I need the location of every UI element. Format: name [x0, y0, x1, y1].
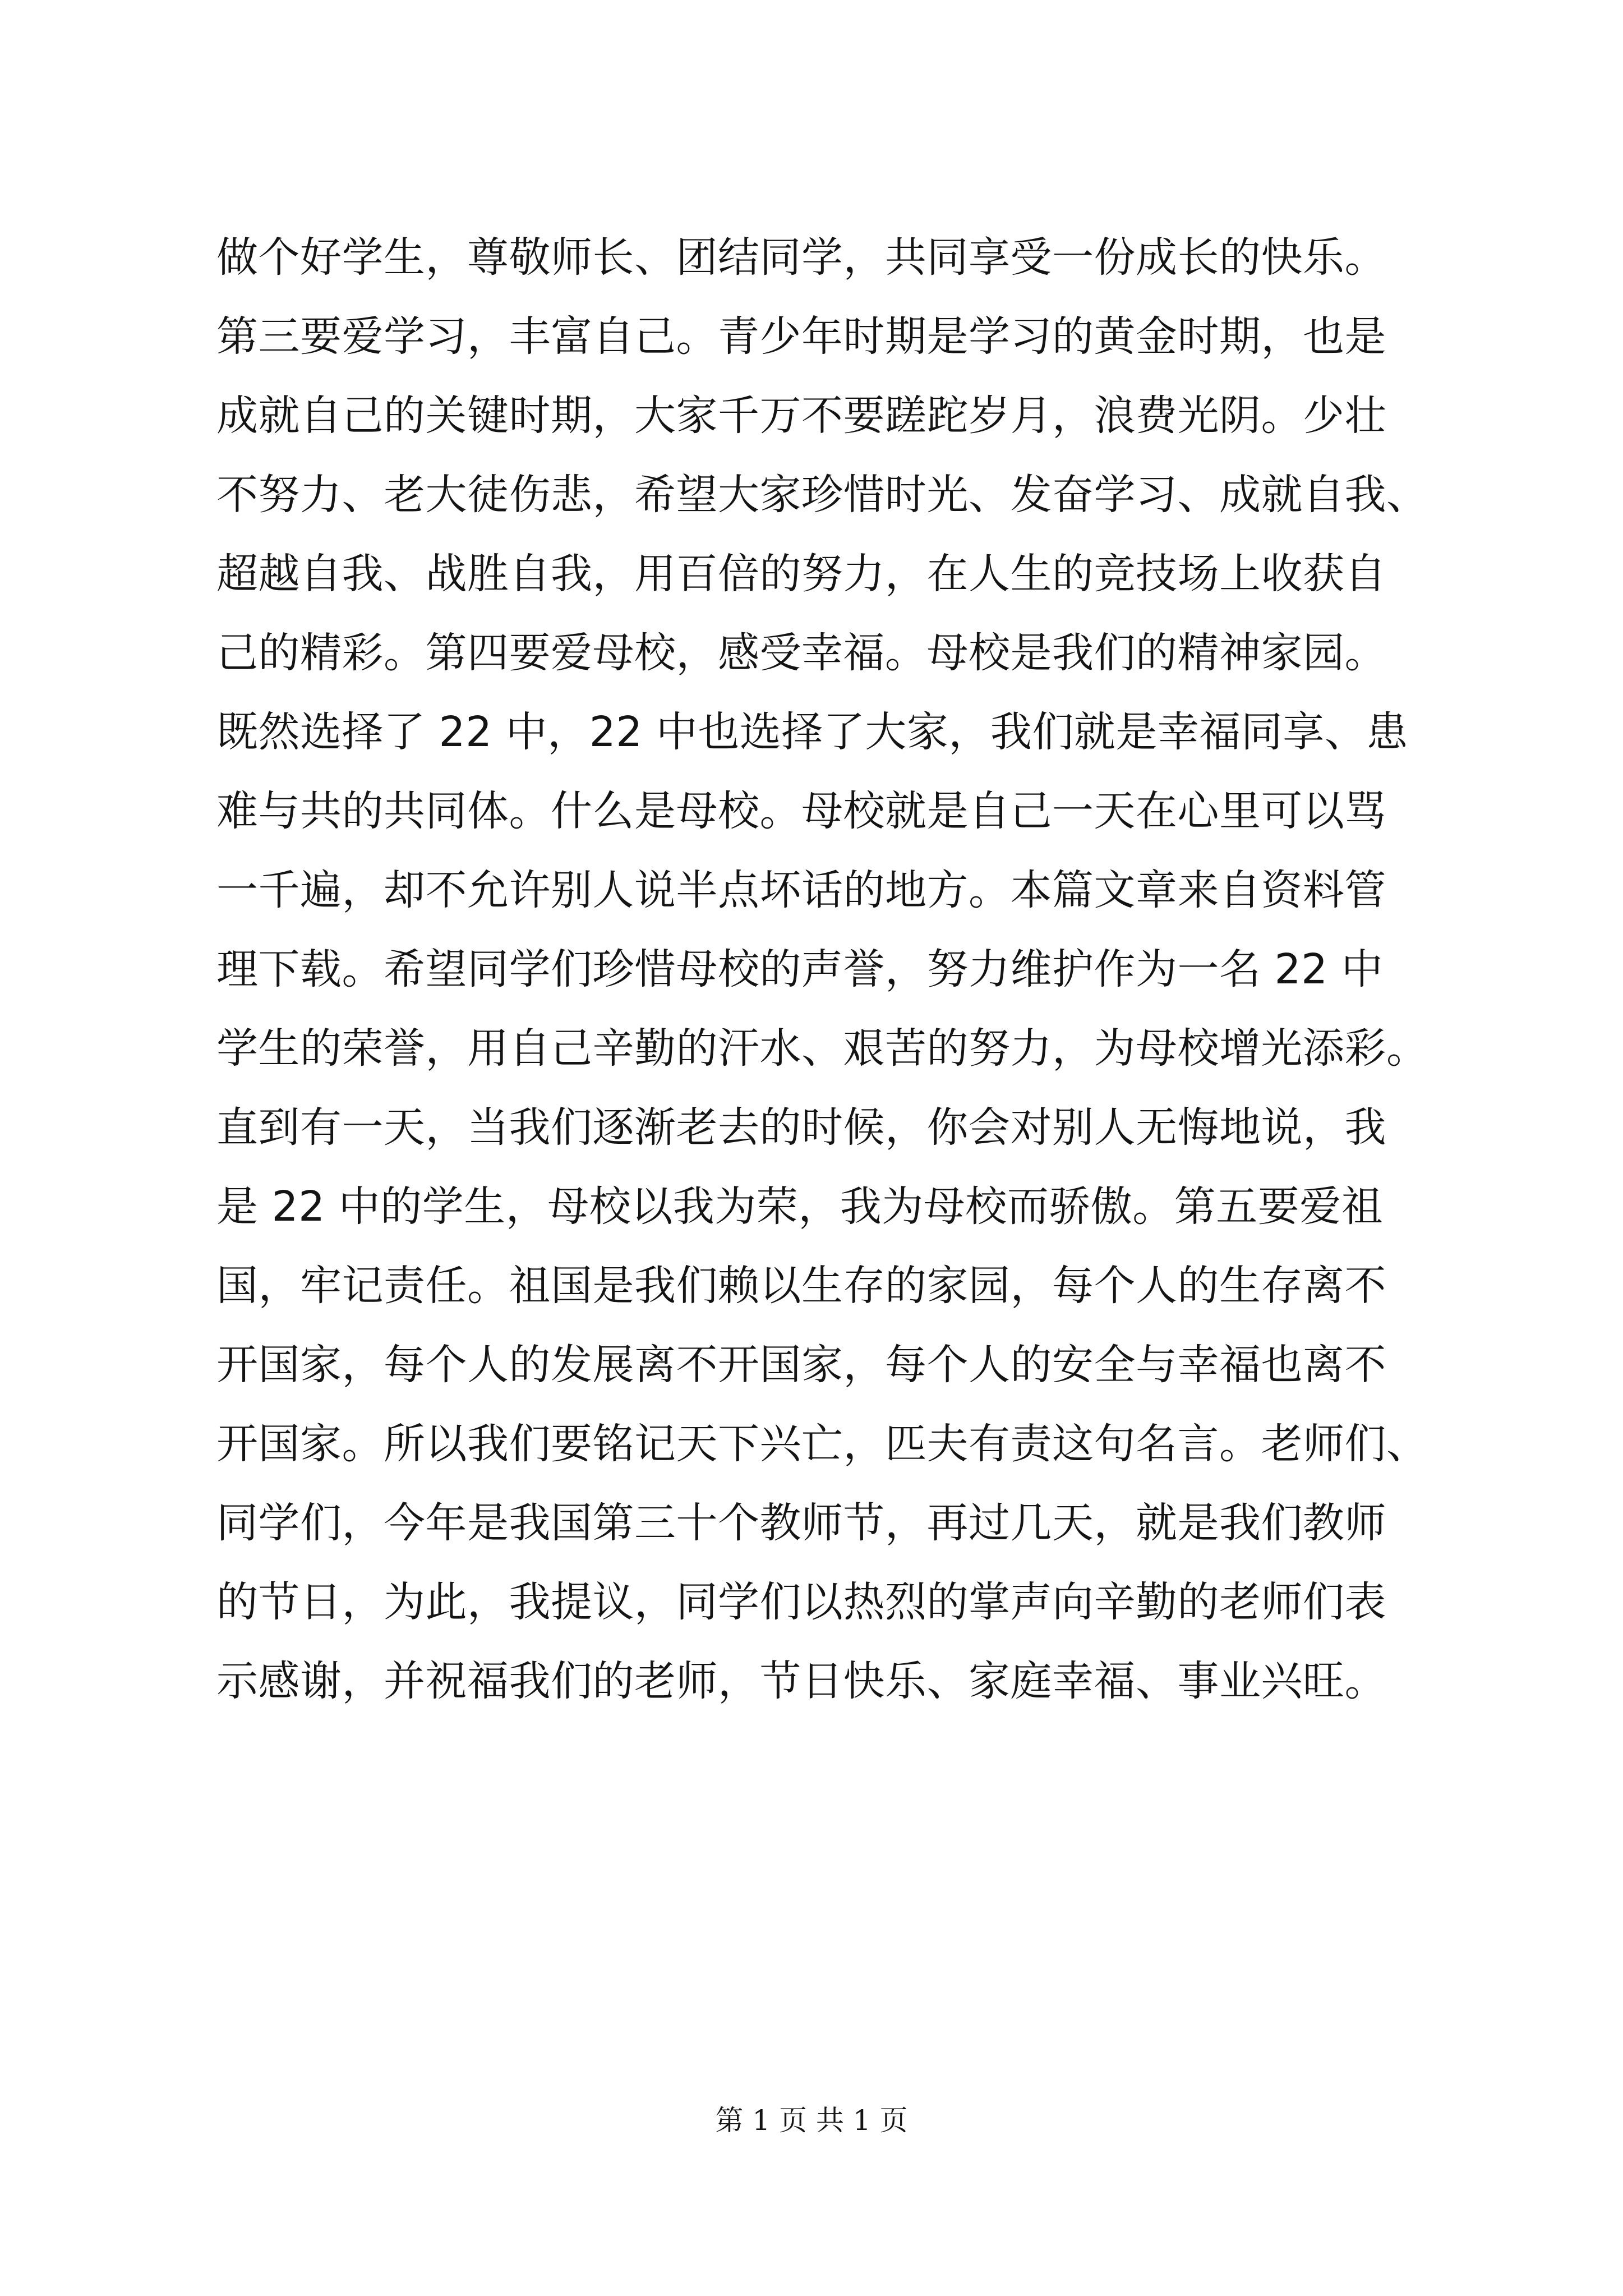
text-line: 做个好学生，尊敬师长、团结同学，共同享受一份成长的快乐。 — [216, 233, 1386, 282]
text-line: 不努力、老大徒伤悲，希望大家珍惜时光、发奋学习、成就自我、 — [216, 471, 1428, 519]
text-line: 超越自我、战胜自我，用百倍的努力，在人生的竞技场上收获自 — [216, 550, 1386, 598]
text-line: 学生的荣誉，用自己辛勤的汗水、艰苦的努力，为母校增光添彩。 — [216, 1024, 1428, 1073]
text-line: 国，牢记责任。祖国是我们赖以生存的家园，每个人的生存离不 — [216, 1262, 1386, 1310]
page-footer: 第 1 页 共 1 页 — [715, 2104, 908, 2137]
body-text — [216, 218, 1428, 1721]
text-line: 己的精彩。第四要爱母校，感受幸福。母校是我们的精神家园。 — [216, 629, 1386, 677]
text-line: 开国家，每个人的发展离不开国家，每个人的安全与幸福也离不 — [216, 1341, 1386, 1389]
text-line: 理下载。希望同学们珍惜母校的声誉，努力维护作为一名 22 中 — [216, 945, 1384, 993]
text-line: 既然选择了 22 中，22 中也选择了大家，我们就是幸福同享、患 — [216, 708, 1408, 756]
text-line: 直到有一天，当我们逐渐老去的时候，你会对别人无悔地说，我 — [216, 1103, 1386, 1152]
text-line: 的节日，为此，我提议，同学们以热烈的掌声向辛勤的老师们表 — [216, 1578, 1386, 1626]
text-line: 示感谢，并祝福我们的老师，节日快乐、家庭幸福、事业兴旺。 — [216, 1657, 1386, 1705]
text-line: 难与共的共同体。什么是母校。母校就是自己一天在心里可以骂 — [216, 787, 1386, 835]
text-line: 是 22 中的学生，母校以我为荣，我为母校而骄傲。第五要爱祖 — [216, 1182, 1384, 1231]
text-line: 一千遍，却不允许别人说半点坏话的地方。本篇文章来自资料管 — [216, 866, 1386, 914]
text-line: 同学们，今年是我国第三十个教师节，再过几天，就是我们教师 — [216, 1499, 1386, 1547]
text-line: 开国家。所以我们要铭记天下兴亡，匹夫有责这句名言。老师们、 — [216, 1420, 1428, 1468]
text-line: 第三要爱学习，丰富自己。青少年时期是学习的黄金时期，也是 — [216, 312, 1386, 361]
text-line: 成就自己的关键时期，大家千万不要蹉跎岁月，浪费光阴。少壮 — [216, 392, 1386, 440]
